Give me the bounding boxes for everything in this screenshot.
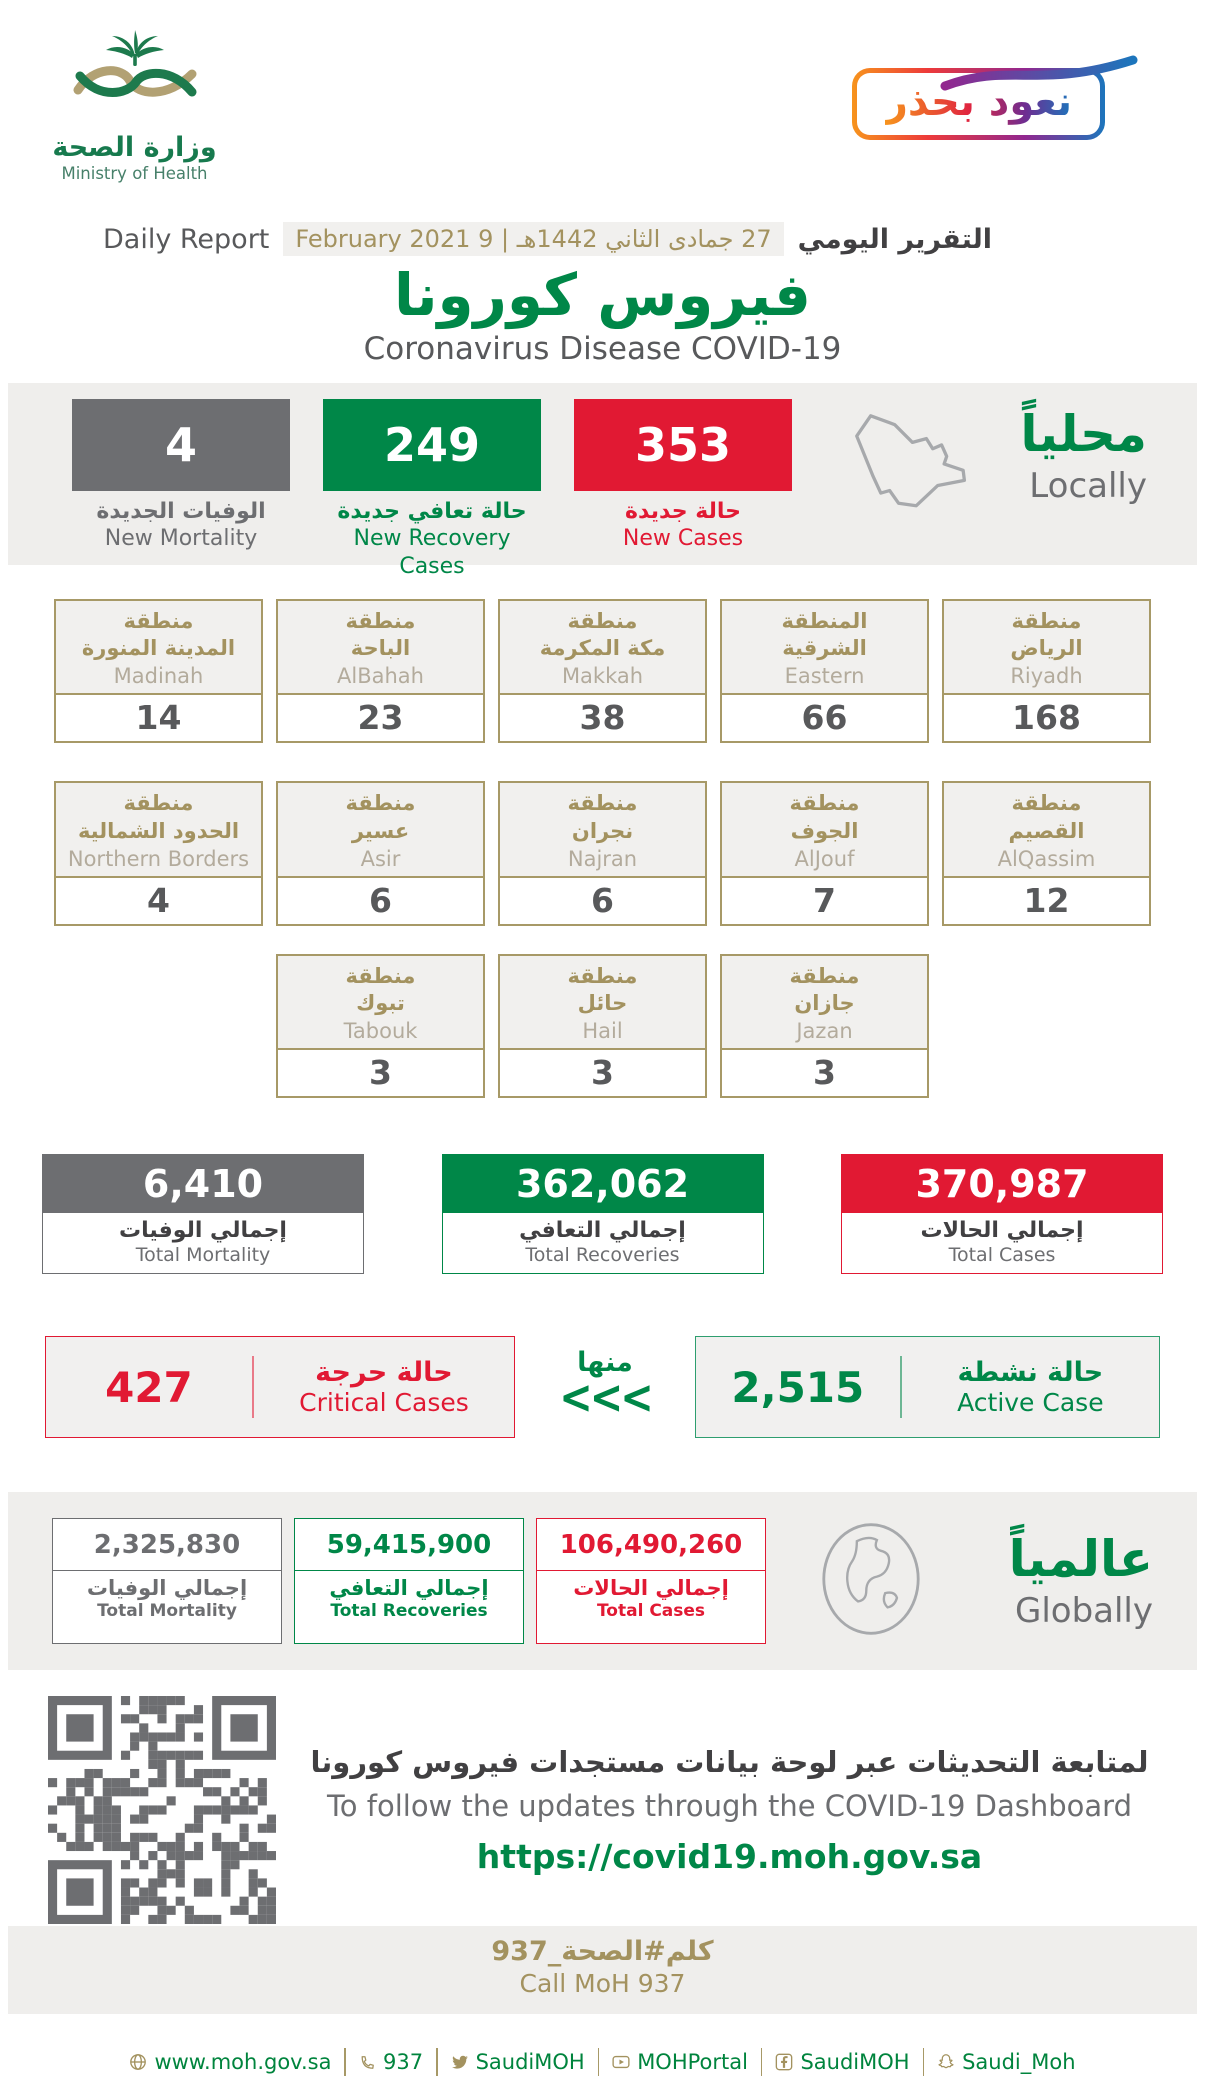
new-cases-stat xyxy=(574,399,792,553)
total-mortality-label-ar: إجمالي الوفيات xyxy=(119,1218,287,1243)
region-card-riyadh: منطقة الرياض Riyadh 168 xyxy=(942,599,1151,743)
locally-heading-en: Locally xyxy=(1029,465,1147,506)
active-cases-value: 2,515 xyxy=(731,1362,865,1412)
footer-youtube-text: MOHPortal xyxy=(637,2050,748,2074)
footer-snapchat-text: Saudi_Moh xyxy=(962,2050,1076,2074)
critical-cases-label-ar: حالة حرجة xyxy=(315,1357,453,1388)
global-recoveries-box xyxy=(294,1518,524,1644)
of-which-label: منها xyxy=(577,1346,633,1378)
footer-phone-link[interactable] xyxy=(359,2050,423,2074)
regions-row-3 xyxy=(54,954,1151,1098)
globe-icon xyxy=(129,2053,147,2071)
new-recoveries-stat xyxy=(323,399,541,580)
new-cases-label-ar: حالة جديدة xyxy=(625,498,741,524)
dashboard-url-link[interactable]: https://covid19.moh.gov.sa xyxy=(476,1836,983,1876)
global-recoveries-value: 59,415,900 xyxy=(295,1519,523,1571)
total-cases-box xyxy=(841,1154,1163,1274)
total-mortality-box xyxy=(42,1154,364,1274)
region-value: 168 xyxy=(1012,698,1081,738)
footer-facebook-text: SaudiMOH xyxy=(800,2050,910,2074)
globe-icon xyxy=(812,1520,930,1642)
daily-report-label-ar: التقرير اليومي xyxy=(797,223,992,255)
new-cases-value: 353 xyxy=(634,417,732,472)
divider xyxy=(761,2048,763,2076)
globally-heading-ar: عالمياً xyxy=(1008,1529,1153,1588)
twitter-icon xyxy=(451,2053,469,2071)
footer-twitter-link[interactable] xyxy=(451,2050,585,2074)
phone-icon xyxy=(359,2054,376,2071)
region-value: 7 xyxy=(813,880,836,920)
region-card-asir: منطقة عسير Asir 6 xyxy=(276,781,485,925)
call-moh-label: Call MoH 937 xyxy=(519,1969,686,1998)
new-mortality-stat xyxy=(72,399,290,553)
region-value: 14 xyxy=(135,698,182,738)
dashboard-note-ar: لمتابعة التحديثات عبر لوحة بيانات مستجدات فيروس كورونا xyxy=(310,1744,1149,1779)
new-recoveries-value: 249 xyxy=(383,417,481,472)
region-value: 23 xyxy=(357,698,404,738)
return-cautiously-badge xyxy=(852,68,1105,140)
divider xyxy=(598,2048,600,2076)
region-value: 6 xyxy=(369,880,392,920)
globally-heading xyxy=(1008,1529,1153,1631)
locally-section xyxy=(8,383,1197,579)
active-cases-label-ar: حالة نشطة xyxy=(957,1357,1104,1388)
new-cases-label-en: New Cases xyxy=(622,526,744,552)
global-cases-label-en: Total Cases xyxy=(596,1601,706,1621)
global-recoveries-label-ar: إجمالي التعافي xyxy=(329,1576,489,1600)
regions-grid xyxy=(0,599,1205,1098)
total-cases-label-ar: إجمالي الحالات xyxy=(920,1218,1084,1243)
divider xyxy=(344,2048,346,2076)
report-date: 27 جمادى الثاني 1442هـ | 9 February 2021 xyxy=(283,222,783,256)
region-card-najran: منطقة نجران Najran 6 xyxy=(498,781,707,925)
dashboard-section xyxy=(0,1694,1205,1926)
page-title-arabic: فيروس كورونا xyxy=(393,261,812,329)
new-mortality-label-ar: الوفيات الجديدة xyxy=(96,498,266,524)
region-card-albahah: منطقة الباحة AlBahah 23 xyxy=(276,599,485,743)
dashboard-note-en: To follow the updates through the COVID-19 Dashboard xyxy=(327,1788,1132,1823)
new-mortality-label-en: New Mortality xyxy=(104,526,258,552)
total-mortality-label-en: Total Mortality xyxy=(135,1244,271,1266)
region-value: 4 xyxy=(147,880,170,920)
locally-heading xyxy=(1020,404,1147,506)
critical-cases-box xyxy=(45,1336,515,1438)
critical-cases-label-en: Critical Cases xyxy=(299,1388,469,1417)
regions-row-2 xyxy=(54,781,1151,925)
call-moh-section xyxy=(8,1926,1197,2014)
logo-english-text: Ministry of Health xyxy=(61,164,208,183)
footer-phone-text: 937 xyxy=(382,2050,424,2074)
divider xyxy=(436,2048,438,2076)
date-row xyxy=(0,218,1205,260)
logo-arabic-text: وزارة الصحة xyxy=(52,132,217,163)
region-value: 12 xyxy=(1023,880,1070,920)
region-card-madinah: منطقة المدينة المنورة Madinah 14 xyxy=(54,599,263,743)
region-value: 3 xyxy=(813,1053,836,1092)
global-mortality-box xyxy=(52,1518,282,1644)
divider xyxy=(252,1356,254,1418)
footer-social-bar xyxy=(0,2048,1205,2076)
global-cases-value: 106,490,260 xyxy=(537,1519,765,1571)
footer-website-text: www.moh.gov.sa xyxy=(154,2050,332,2074)
regions-row-1 xyxy=(54,599,1151,743)
divider xyxy=(900,1356,902,1418)
region-card-aljouf: منطقة الجوف AlJouf 7 xyxy=(720,781,929,925)
active-cases-label-en: Active Case xyxy=(957,1388,1104,1417)
footer-website-link[interactable] xyxy=(129,2050,331,2074)
youtube-icon xyxy=(612,2053,630,2071)
global-cases-box xyxy=(536,1518,766,1644)
call-moh-hashtag: كلم#الصحة_937 xyxy=(491,1936,714,1967)
global-mortality-label-en: Total Mortality xyxy=(97,1601,237,1621)
divider xyxy=(923,2048,925,2076)
total-recoveries-label-en: Total Recoveries xyxy=(525,1244,680,1266)
global-recoveries-label-en: Total Recoveries xyxy=(330,1601,488,1621)
region-card-eastern: المنطقة الشرقية Eastern 66 xyxy=(720,599,929,743)
saudi-arabia-map-icon xyxy=(839,403,991,539)
footer-twitter-text: SaudiMOH xyxy=(475,2050,585,2074)
total-mortality-value: 6,410 xyxy=(43,1155,363,1213)
total-cases-value: 370,987 xyxy=(842,1155,1162,1213)
region-value: 3 xyxy=(369,1053,392,1092)
moh-logo xyxy=(52,26,217,183)
critical-active-row xyxy=(0,1336,1205,1438)
region-card-tabouk: منطقة تبوك Tabouk 3 xyxy=(276,954,485,1098)
daily-report-label-en: Daily Report xyxy=(102,223,270,255)
total-recoveries-value: 362,062 xyxy=(443,1155,763,1213)
globally-section xyxy=(8,1492,1197,1670)
qr-code xyxy=(48,1696,276,1924)
global-mortality-label-ar: إجمالي الوفيات xyxy=(86,1576,248,1600)
region-value: 66 xyxy=(801,698,848,738)
critical-cases-value: 427 xyxy=(105,1362,193,1412)
badge-label: نعود بحذر xyxy=(884,79,1072,125)
footer-snapchat-link[interactable] xyxy=(937,2050,1075,2074)
chevrons-left-icon: <<< xyxy=(559,1371,651,1424)
region-value: 3 xyxy=(591,1053,614,1092)
region-card-makkah: منطقة مكة المكرمة Makkah 38 xyxy=(498,599,707,743)
locally-heading-ar: محلياً xyxy=(1020,404,1147,463)
active-cases-box xyxy=(695,1336,1160,1438)
region-card-jazan: منطقة جازان Jazan 3 xyxy=(720,954,929,1098)
total-cases-label-en: Total Cases xyxy=(948,1244,1056,1266)
region-card-alqassim: منطقة القصيم AlQassim 12 xyxy=(942,781,1151,925)
new-recoveries-label-en: New Recovery Cases xyxy=(353,526,511,579)
of-which-indicator xyxy=(559,1346,651,1424)
new-mortality-value: 4 xyxy=(164,417,197,472)
palm-logo-icon xyxy=(60,26,210,130)
facebook-icon xyxy=(775,2053,793,2071)
page-title-english: Coronavirus Disease COVID-19 xyxy=(363,330,842,367)
globally-heading-en: Globally xyxy=(1014,1590,1153,1631)
region-value: 38 xyxy=(579,698,626,738)
total-recoveries-box xyxy=(442,1154,764,1274)
new-recoveries-label-ar: حالة تعافي جديدة xyxy=(337,498,527,524)
global-mortality-value: 2,325,830 xyxy=(53,1519,281,1571)
footer-facebook-link[interactable] xyxy=(775,2050,909,2074)
global-cases-label-ar: إجمالي الحالات xyxy=(573,1576,729,1600)
total-recoveries-label-ar: إجمالي التعافي xyxy=(519,1218,686,1243)
region-card-northern-borders: منطقة الحدود الشمالية Northern Borders 4 xyxy=(54,781,263,925)
totals-row xyxy=(0,1154,1205,1274)
region-card-hail: منطقة حائل Hail 3 xyxy=(498,954,707,1098)
footer-youtube-link[interactable] xyxy=(612,2050,748,2074)
snapchat-icon xyxy=(937,2053,955,2071)
region-value: 6 xyxy=(591,880,614,920)
header xyxy=(0,0,1205,218)
